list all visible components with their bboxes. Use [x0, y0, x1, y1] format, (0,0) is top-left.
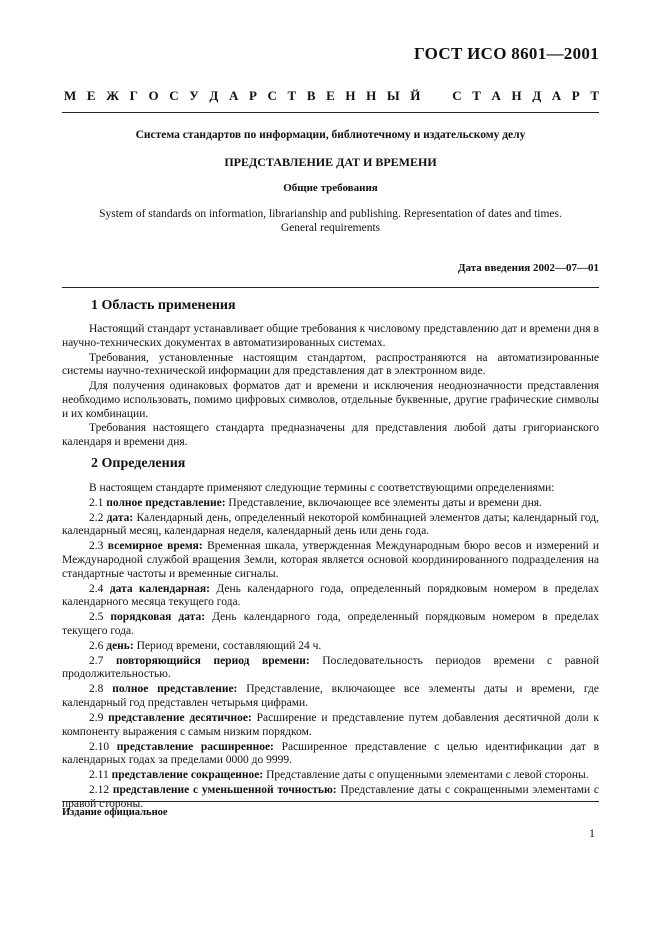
document-code: ГОСТ ИСО 8601—2001 [413, 44, 599, 63]
english-title-line: General requirements [280, 222, 381, 234]
term-definition: Временная шкала, утвержденная Международным бюро весов и измерений и Международной службой вращения Земли, которая является основой координированного подразделения на стандартные частоты и временные сигналы. [62, 540, 599, 580]
page-number: 1 [589, 826, 595, 840]
term: дата календарная: [109, 582, 210, 595]
banner-letter: Т [590, 88, 599, 103]
banner-letter: С [267, 88, 277, 103]
paragraph: Требования настоящего стандарта предназначены для представления любой даты григорианского календаря и времени дня. [62, 422, 599, 449]
definition-item [62, 512, 599, 539]
definition-item [62, 769, 599, 783]
term-definition: День календарного года, определенный порядковым номером в пределах календарного месяца текущего года. [62, 582, 600, 609]
header-divider [62, 112, 599, 113]
banner-letter: М [64, 88, 77, 103]
definition-item [62, 741, 599, 768]
banner-letter: Й [410, 88, 421, 103]
standards-series-title: Система стандартов по информации, библиотечному и издательскому делу [135, 129, 526, 141]
term: представление десятичное: [108, 711, 252, 724]
term-number: 2.1 [89, 496, 104, 509]
banner-letter: Т [472, 88, 481, 103]
term-number: 2.11 [89, 769, 109, 782]
term: представление с уменьшенной точностью: [112, 784, 337, 797]
document-subtitle: Общие требования [283, 182, 378, 194]
definition-item [62, 640, 599, 654]
banner-letter: Р [248, 88, 257, 103]
banner-letter: Г [129, 88, 138, 103]
paragraph: Настоящий стандарт устанавливает общие требования к числовому представлению дат и времени дня в научно-технических документах в автоматизированных системах. [62, 323, 599, 349]
banner-letter: Р [571, 88, 580, 103]
banner-letter: Т [287, 88, 297, 103]
official-edition-label: Издание официальное [62, 807, 168, 818]
paragraph: Для получения одинаковых форматов дат и времени и исключения неоднозначности представления необходимо использовать, помимо цифровых символов, отдельные буквенные, другие графические символы и их комбинации. [62, 380, 599, 420]
banner-letter: Д [209, 88, 219, 103]
term-number: 2.4 [89, 582, 104, 595]
document-title: ПРЕДСТАВЛЕНИЕ ДАТ И ВРЕМЕНИ [224, 155, 437, 169]
term-definition: Период времени, составляющий 24 ч. [136, 639, 322, 652]
paragraph: Требования, установленные настоящим стандартом, распространяются на автоматизированные системы научно-технической информации для представления дат в электронном виде. [62, 351, 599, 378]
interstate-standard-banner [64, 88, 599, 104]
term: порядковая дата: [110, 611, 206, 624]
term: день: [106, 639, 134, 652]
banner-letter: А [551, 88, 562, 103]
banner-letter: Е [86, 88, 96, 103]
term: представление сокращенное: [111, 769, 264, 782]
term: повторяющийся период времени: [115, 654, 310, 667]
banner-letter: С [169, 88, 179, 103]
term: полное представление: [112, 683, 238, 696]
definition-item [62, 540, 599, 581]
english-title [62, 207, 599, 235]
banner-letter: С [452, 88, 462, 103]
banner-letter: Ы [386, 88, 400, 103]
term-number: 2.10 [89, 740, 110, 753]
term-definition: Представление даты с сокращенными элементами с правой стороны. [62, 784, 600, 810]
term: полное представление: [106, 496, 226, 509]
definition-item [62, 655, 599, 682]
term-number: 2.9 [89, 711, 104, 724]
title-divider [62, 287, 599, 288]
term-number: 2.8 [89, 683, 104, 696]
banner-letter: Н [345, 88, 356, 103]
banner-letter: У [189, 88, 199, 103]
term-definition: Последовательность периодов времени с равной продолжительностью. [62, 654, 600, 681]
term-number: 2.2 [89, 511, 104, 524]
term-definition: Расширенное представление с целью идентификации дат в календарных годах за пределами 0000 до 9999. [62, 740, 600, 767]
paragraph: В настоящем стандарте применяют следующие термины с соответствующими определениями: [89, 482, 555, 494]
banner-letter: О [148, 88, 159, 103]
section-body-scope [62, 323, 599, 451]
english-title-line: System of standards on information, librarianship and publishing. Representation of dates and times. [99, 208, 562, 220]
definition-item [62, 583, 599, 610]
term-definition: Расширение и представление путем добавления десятичной доли к компоненту выражения с самым низким порядком. [62, 711, 600, 738]
term-number: 2.6 [89, 639, 104, 652]
banner-letter: Е [326, 88, 335, 103]
term: всемирное время: [107, 540, 203, 553]
term-number: 2.12 [89, 784, 110, 797]
term-definition: День календарного года, определенный порядковым номером в пределах текущего года. [62, 611, 599, 637]
banner-letter: Ж [106, 88, 120, 103]
term: дата: [106, 511, 134, 524]
banner-letter: А [491, 88, 501, 103]
term-definition: Представление, включающее все элементы даты и времени, где календарный год представлен четырьмя цифрами. [62, 683, 600, 710]
term-number: 2.3 [89, 540, 104, 553]
term: представление расширенное: [116, 740, 274, 753]
definition-item [62, 611, 599, 638]
term-number: 2.5 [89, 611, 104, 624]
term-number: 2.7 [89, 654, 104, 667]
definition-item [62, 683, 599, 710]
banner-letter: А [228, 88, 239, 103]
definition-item [62, 497, 599, 511]
banner-letter: Д [532, 88, 542, 103]
footer-divider [62, 801, 599, 802]
banner-letter: В [306, 88, 316, 103]
section-body-definitions [62, 482, 599, 813]
term-definition: Представление даты с опущенными элементами с левой стороны. [266, 769, 589, 782]
introduction-date: Дата введения 2002—07—01 [457, 262, 599, 274]
term-definition: Календарный день, определенный некоторой комбинацией элементов даты; календарный год, календарный месяц, календарная неделя, календарный день или день года. [62, 511, 600, 538]
banner-letter: Н [511, 88, 522, 103]
section-heading-definitions: 2 Определения [91, 456, 186, 471]
banner-letter: Н [366, 88, 377, 103]
term-definition: Представление, включающее все элементы даты и времени дня. [228, 496, 542, 509]
section-heading-scope: 1 Область применения [91, 298, 236, 313]
definition-item [62, 712, 599, 739]
